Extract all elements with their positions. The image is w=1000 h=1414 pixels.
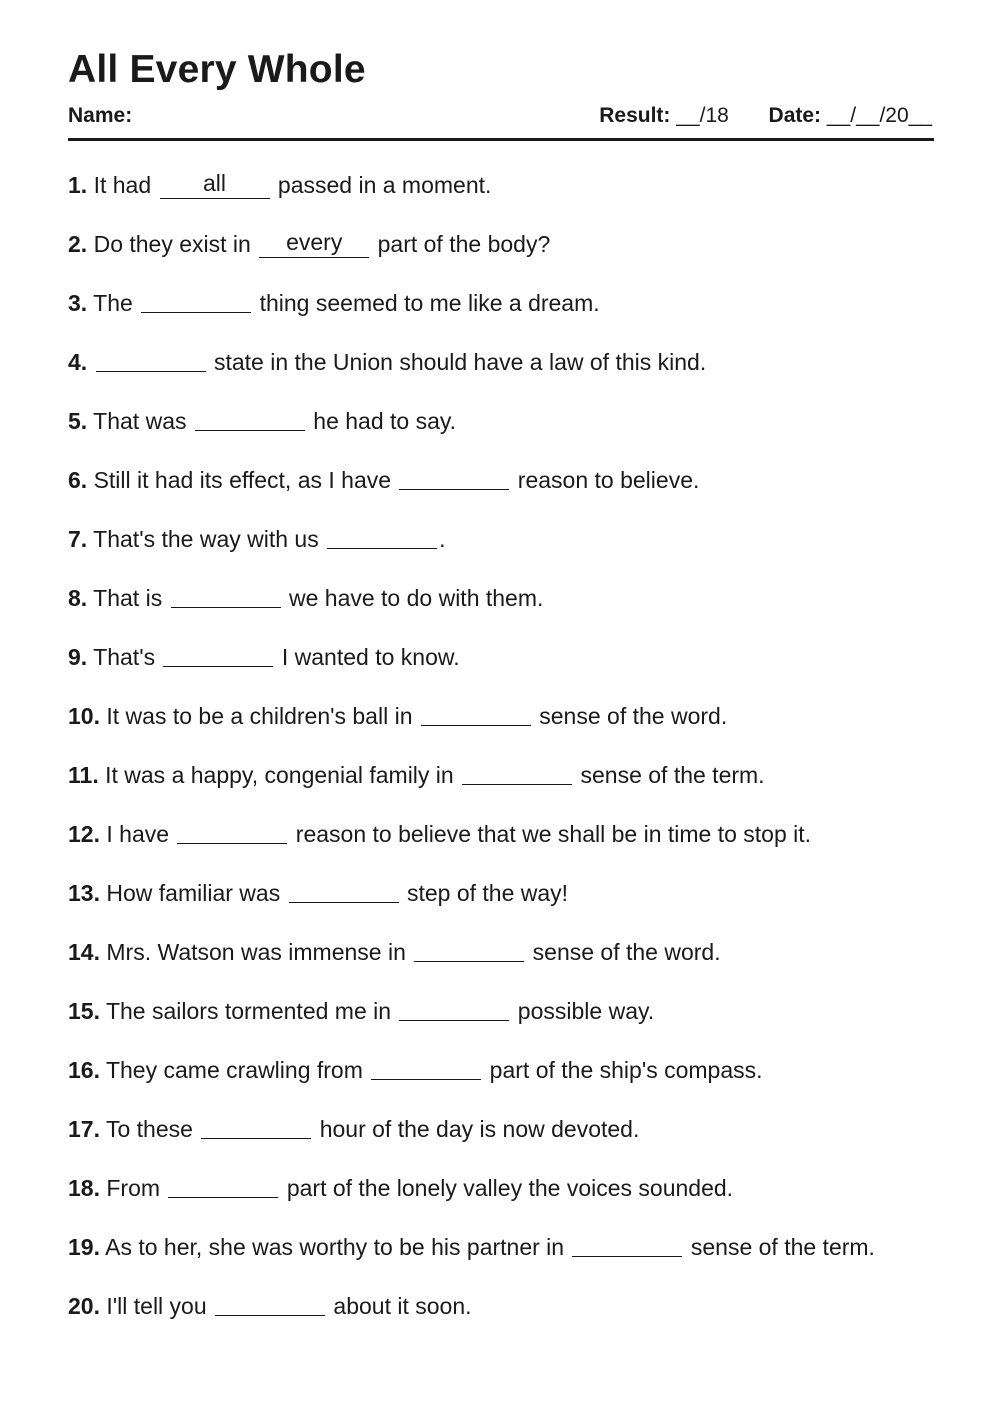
answer-blank[interactable]: [160, 170, 270, 199]
question-number: 9.: [68, 644, 88, 670]
question-number: 12.: [68, 821, 100, 847]
question-text-before: Still it had its effect, as I have: [93, 467, 398, 493]
question-text-after: passed in a moment.: [271, 172, 492, 198]
question-text-before: The sailors tormented me in: [105, 998, 398, 1024]
question-text-before: The: [93, 290, 140, 316]
result-value: __/18: [676, 104, 729, 127]
date-label: Date:: [768, 104, 822, 127]
question-number: 5.: [68, 408, 88, 434]
answer-blank[interactable]: [371, 1057, 481, 1080]
answer-blank[interactable]: [399, 467, 509, 490]
question-item: [68, 345, 934, 379]
question-number: 16.: [68, 1057, 100, 1083]
answer-blank[interactable]: [168, 1175, 278, 1198]
question-text-after: part of the body?: [371, 231, 551, 257]
result-date-group: [599, 102, 932, 130]
question-text-before: It was a happy, congenial family in: [105, 762, 461, 788]
question-number: 15.: [68, 998, 100, 1024]
question-text-after: sense of the term.: [574, 762, 765, 788]
worksheet-page: [68, 0, 934, 1414]
question-text-after: I wanted to know.: [275, 644, 460, 670]
answer-blank[interactable]: [327, 526, 437, 549]
question-text-after: sense of the term.: [684, 1234, 875, 1260]
answer-text: every: [286, 229, 343, 255]
answer-text: all: [203, 170, 227, 196]
question-text-before: To these: [105, 1116, 200, 1142]
answer-blank[interactable]: [399, 998, 509, 1021]
question-item: [68, 286, 934, 320]
question-number: 7.: [68, 526, 88, 552]
question-text-before: That's: [93, 644, 162, 670]
question-text-after: hour of the day is now devoted.: [313, 1116, 640, 1142]
question-text-after: reason to believe.: [511, 467, 700, 493]
question-item: [68, 935, 934, 969]
question-item: [68, 758, 934, 792]
question-item: [68, 404, 934, 438]
answer-blank[interactable]: [163, 644, 273, 667]
question-text-before: Mrs. Watson was immense in: [106, 939, 413, 965]
date-value: __/__/20__: [826, 104, 932, 127]
question-number: 13.: [68, 880, 100, 906]
question-number: 3.: [68, 290, 88, 316]
question-text-before: That was: [93, 408, 193, 434]
question-number: 6.: [68, 467, 88, 493]
question-text-before: I have: [106, 821, 176, 847]
question-text-after: sense of the word.: [532, 703, 728, 729]
question-item: [68, 1230, 934, 1264]
question-text-before: Do they exist in: [93, 231, 258, 257]
question-item: [68, 463, 934, 497]
question-item: [68, 640, 934, 674]
question-item: [68, 1053, 934, 1087]
question-text-after: .: [439, 526, 446, 552]
question-number: 19.: [68, 1234, 100, 1260]
question-item: [68, 227, 934, 261]
worksheet-header: [68, 102, 934, 130]
question-text-before: They came crawling from: [105, 1057, 370, 1083]
question-text-after: about it soon.: [327, 1293, 472, 1319]
result-label: Result:: [599, 104, 671, 127]
question-item: [68, 699, 934, 733]
question-text-before: That is: [93, 585, 169, 611]
answer-blank[interactable]: [177, 821, 287, 844]
question-text-after: possible way.: [511, 998, 655, 1024]
question-number: 1.: [68, 172, 88, 198]
answer-blank[interactable]: [201, 1116, 311, 1139]
answer-blank[interactable]: [462, 762, 572, 785]
answer-blank[interactable]: [171, 585, 281, 608]
answer-blank[interactable]: [572, 1234, 682, 1257]
question-text-after: we have to do with them.: [282, 585, 544, 611]
question-number: 2.: [68, 231, 88, 257]
question-number: 18.: [68, 1175, 100, 1201]
question-list: [68, 168, 934, 1348]
question-text-before: That's the way with us: [93, 526, 326, 552]
worksheet-title: All Every Whole: [68, 48, 366, 91]
question-text-before: As to her, she was worthy to be his partner in: [105, 1234, 571, 1260]
question-text-before: How familiar was: [106, 880, 287, 906]
question-number: 8.: [68, 585, 88, 611]
question-item: [68, 1112, 934, 1146]
answer-blank[interactable]: [421, 703, 531, 726]
question-text-after: part of the ship's compass.: [483, 1057, 763, 1083]
question-number: 20.: [68, 1293, 100, 1319]
answer-blank[interactable]: [414, 939, 524, 962]
question-text-after: he had to say.: [306, 408, 457, 434]
answer-blank[interactable]: [195, 408, 305, 431]
question-text-after: step of the way!: [400, 880, 569, 906]
question-number: 4.: [68, 349, 88, 375]
question-text-before: From: [106, 1175, 167, 1201]
question-text-after: state in the Union should have a law of this kind.: [207, 349, 707, 375]
answer-blank[interactable]: [289, 880, 399, 903]
question-item: [68, 817, 934, 851]
question-number: 14.: [68, 939, 100, 965]
question-text-before: It was to be a children's ball in: [106, 703, 419, 729]
question-item: [68, 1171, 934, 1205]
question-number: 11.: [68, 762, 99, 788]
question-item: [68, 522, 934, 556]
question-text-before: It had: [93, 172, 158, 198]
question-number: 17.: [68, 1116, 100, 1142]
question-item: [68, 876, 934, 910]
question-item: [68, 168, 934, 202]
question-number: 10.: [68, 703, 100, 729]
question-item: [68, 581, 934, 615]
question-text-before: I'll tell you: [106, 1293, 214, 1319]
question-item: [68, 1289, 934, 1323]
question-text-after: reason to believe that we shall be in time to stop it.: [289, 821, 812, 847]
question-text-after: sense of the word.: [526, 939, 721, 965]
answer-blank[interactable]: [215, 1293, 325, 1316]
answer-blank[interactable]: [141, 290, 251, 313]
question-text-after: part of the lonely valley the voices sounded.: [280, 1175, 734, 1201]
answer-blank[interactable]: [96, 349, 206, 372]
answer-blank[interactable]: [259, 229, 369, 258]
name-label: Name:: [68, 104, 133, 127]
header-divider: [68, 138, 934, 141]
question-text-after: thing seemed to me like a dream.: [253, 290, 600, 316]
question-item: [68, 994, 934, 1028]
